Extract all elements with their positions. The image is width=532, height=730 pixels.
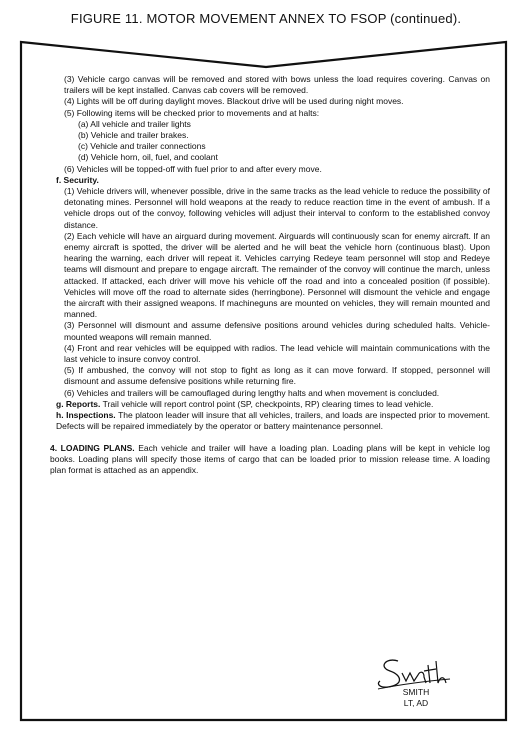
item-3-canvas: (3) Vehicle cargo canvas will be removed and stored with bows unless the load requires covering. Canvas on trailers will be kept installed. Canvas cab covers will be removed. bbox=[64, 74, 490, 96]
inspections-heading: h. Inspections. bbox=[56, 410, 116, 421]
signature-block bbox=[386, 687, 446, 709]
loading-plans-heading: 4. LOADING PLANS. bbox=[50, 442, 135, 453]
item-5c: (c) Vehicle and trailer connections bbox=[78, 141, 206, 152]
loading-plans-text: Each vehicle and trailer will have a loading plan. Loading plans will be kept in vehicle log books. Loading plans will specify those items of cargo that can be loaded prior to mission release time. A loading plan format is attached as an appendix. bbox=[50, 442, 490, 475]
figure-title: FIGURE 11. MOTOR MOVEMENT ANNEX TO FSOP (continued). bbox=[70, 11, 462, 26]
inspections-paragraph bbox=[50, 410, 490, 432]
item-5a: (a) All vehicle and trailer lights bbox=[78, 118, 191, 129]
reports-heading: g. Reports. bbox=[56, 398, 101, 409]
security-2: (2) Each vehicle will have an airguard during movement. Airguards will continuously scan for enemy aircraft. If an enemy aircraft is spotted, the driver will be alerted and he will beat the vehicle horn (continuous blast). Upon hearing the warning, each driver will repeat it. Vehicles carrying Redeye team personnel will stop and Redeye teams will dismount and prepare to engage aircraft. The remainder of the convoy will continue the march, unless attacked. If attacked, each driver will move his vehicle off the road and into a concealed position (if possible). Vehicles will move off the road to alternate sides (herringbone). Personnel will dismount the vehicle and engage the aircraft with their assigned weapons. If machineguns are mounted on vehicles, they will remain mounted and manned. bbox=[64, 230, 490, 320]
security-3: (3) Personnel will dismount and assume defensive positions around vehicles during scheduled halts. Vehicle-mounted weapons will remain manned. bbox=[64, 320, 490, 342]
reports-paragraph bbox=[50, 399, 490, 410]
item-5b: (b) Vehicle and trailer brakes. bbox=[78, 130, 189, 141]
document-body bbox=[50, 74, 490, 476]
item-5d: (d) Vehicle horn, oil, fuel, and coolant bbox=[78, 152, 218, 163]
reports-text: Trail vehicle will report control point (SP, checkpoints, RP) clearing times to lead vehicle. bbox=[102, 398, 434, 409]
security-1: (1) Vehicle drivers will, whenever possible, drive in the same tracks as the lead vehicle to reduce the possibility of detonating mines. Personnel will hold weapons at the ready to reduce reaction time in the event of ambush. If a vehicle drops out of the convoy, following vehicles will adjust their interval to conform to the established convoy distance. bbox=[64, 186, 490, 230]
security-4: (4) Front and rear vehicles will be equipped with radios. The lead vehicle will maintain communications with the last vehicle to insure convoy control. bbox=[64, 342, 490, 365]
signature-rank: LT, AD bbox=[403, 698, 429, 708]
security-5: (5) If ambushed, the convoy will not stop to fight as long as it can move forward. If stopped, personnel will dismount and assume defensive positions while returning fire. bbox=[64, 365, 490, 387]
loading-plans-paragraph bbox=[50, 443, 490, 477]
security-6: (6) Vehicles and trailers will be camouflaged during lengthy halts and when movement is concluded. bbox=[64, 387, 440, 398]
security-heading bbox=[50, 175, 490, 186]
signature-name: SMITH bbox=[402, 687, 430, 697]
item-6-fuel: (6) Vehicles will be topped-off with fuel prior to and after every move. bbox=[64, 163, 322, 174]
inspections-text: The platoon leader will insure that all vehicles, trailers, and loads are inspected prior to movement. Defects will be repaired immediately by the operator or battery maintenance personnel. bbox=[56, 410, 490, 432]
item-5-checks: (5) Following items will be checked prior to movements and at halts: bbox=[64, 107, 320, 118]
security-heading-text: f. Security. bbox=[56, 174, 99, 185]
item-4-lights: (4) Lights will be off during daylight moves. Blackout drive will be used during night moves. bbox=[64, 96, 404, 107]
